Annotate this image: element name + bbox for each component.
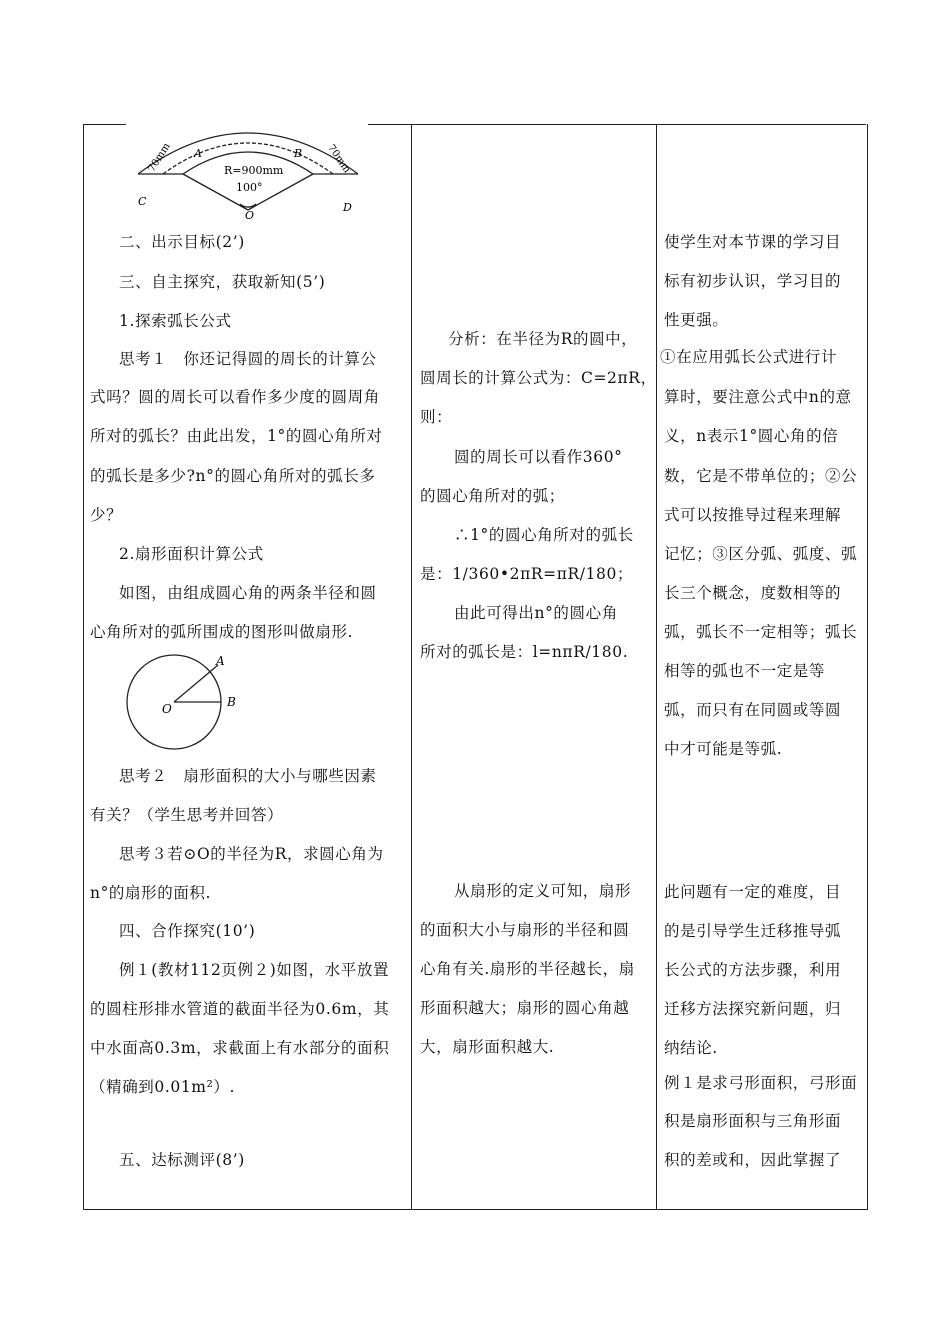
col3-line: 长公式的方法步骤，利用 [664, 961, 842, 979]
arch-label-70-left: 70mm [146, 141, 173, 174]
col1-line: 思考２ 扇形面积的大小与哪些因素 [119, 767, 377, 785]
col3-line: 记忆；③区分弧、弧度、弧 [664, 545, 858, 563]
col2-line: 由此可得出n°的圆心角 [454, 604, 618, 622]
col1-line: 思考３若⊙O的半径为R，求圆心角为 [119, 845, 384, 863]
circle-label-o: O [162, 702, 172, 716]
col3-line: ①在应用弧长公式进行计 [660, 348, 838, 366]
col2-line: 的圆心角所对的弧； [420, 487, 565, 505]
col2-line: 圆周长的计算公式为：C=2πR， [420, 369, 657, 387]
col3-line: 数，它是不带单位的；②公 [664, 467, 858, 485]
arch-label-70-right: 70mm [325, 142, 353, 176]
column-divider-1 [411, 124, 412, 1209]
col1-line: （精确到0.01m²）. [90, 1078, 236, 1096]
arch-label-d: D [343, 201, 352, 214]
arch-label-angle: 100° [236, 181, 263, 194]
col1-line: 式吗？圆的周长可以看作多少度的圆周角 [90, 388, 380, 406]
col3-line: 性更强。 [664, 311, 729, 329]
pipe-arch-figure [128, 112, 368, 222]
col1-line: 二、出示目标(2’) [119, 233, 245, 251]
sector-circle-figure [120, 644, 260, 764]
col1-line: 四、合作探究(10’) [119, 922, 256, 940]
col1-line: 心角所对的弧所围成的图形叫做扇形. [90, 623, 354, 641]
col1-line: 中水面高0.3m，求截面上有水部分的面积 [90, 1039, 390, 1057]
col1-line: 思考１ 你还记得圆的周长的计算公 [119, 350, 377, 368]
col2-line: ∴1°的圆心角所对的弧长 [454, 526, 634, 544]
col3-line: 中才可能是等弧. [664, 740, 783, 758]
col1-line: 1.探索弧长公式 [119, 312, 232, 330]
col2-line: 从扇形的定义可知，扇形 [454, 882, 632, 900]
arch-label-o: O [245, 209, 255, 222]
col3-line: 的是引导学生迁移推导弧 [664, 922, 842, 940]
col1-line: 有关？（学生思考并回答） [90, 806, 284, 824]
col3-line: 例１是求弓形面积，弓形面 [664, 1074, 858, 1092]
col1-line: 的弧长是多少?n°的圆心角所对的弧长多 [90, 467, 376, 485]
col1-line: n°的扇形的面积. [90, 884, 212, 902]
col3-line: 相等的弧也不一定是等 [664, 662, 826, 680]
col2-line: 分析：在半径为R的圆中， [448, 330, 638, 348]
arch-label-c: C [138, 195, 147, 208]
col2-line: 所对的弧长是：l=nπR/180. [420, 643, 629, 661]
col2-line: 是：1/360•2πR=πR/180； [420, 565, 634, 583]
circle-label-a: A [216, 654, 225, 668]
col3-line: 弧，弧长不一定相等；弧长 [664, 623, 858, 641]
col1-line: 的圆柱形排水管道的截面半径为0.6m，其 [90, 1000, 390, 1018]
col2-line: 心角有关.扇形的半径越长，扇 [420, 960, 635, 978]
arch-label-a: A [194, 147, 202, 160]
col3-line: 迁移方法探究新问题，归 [664, 1000, 842, 1018]
col3-line: 标有初步认识，学习目的 [664, 272, 842, 290]
col3-line: 纳结论. [664, 1039, 718, 1057]
col3-line: 义，n表示1°圆心角的倍 [664, 427, 839, 445]
col3-line: 积的差或和，因此掌握了 [664, 1151, 842, 1169]
col3-line: 算时，要注意公式中n的意 [664, 388, 852, 406]
col2-line: 的面积大小与扇形的半径和圆 [420, 921, 630, 939]
col1-line: 2.扇形面积计算公式 [119, 545, 264, 563]
col3-line: 此问题有一定的难度，目 [664, 883, 842, 901]
col1-line: 所对的弧长？由此出发，1°的圆心角所对 [90, 427, 383, 445]
col3-line: 式可以按推导过程来理解 [664, 506, 842, 524]
col2-line: 圆的周长可以看作360° [454, 448, 623, 466]
col3-line: 积是扇形面积与三角形面 [664, 1112, 842, 1130]
col1-line: 五、达标测评(8’) [119, 1151, 245, 1169]
table-top-border-left [83, 124, 126, 125]
col3-line: 使学生对本节课的学习目 [664, 233, 842, 251]
col1-line: 少？ [90, 506, 123, 524]
col1-line: 三、自主探究，获取新知(5’) [119, 273, 326, 291]
circle-label-b: B [227, 695, 236, 709]
col3-line: 弧，而只有在同圆或等圆 [664, 701, 842, 719]
col2-line: 大，扇形面积越大. [420, 1038, 555, 1056]
col2-line: 则： [420, 408, 453, 426]
col1-line: 如图，由组成圆心角的两条半径和圆 [119, 584, 377, 602]
table-top-border-right [368, 124, 866, 125]
arch-label-r: R=900mm [224, 164, 284, 177]
arch-label-b: B [294, 147, 303, 160]
col2-line: 形面积越大；扇形的圆心角越 [420, 999, 630, 1017]
col1-line: 例１(教材112页例２)如图，水平放置 [119, 961, 390, 979]
column-divider-2 [656, 124, 657, 1209]
col3-line: 长三个概念，度数相等的 [664, 584, 842, 602]
